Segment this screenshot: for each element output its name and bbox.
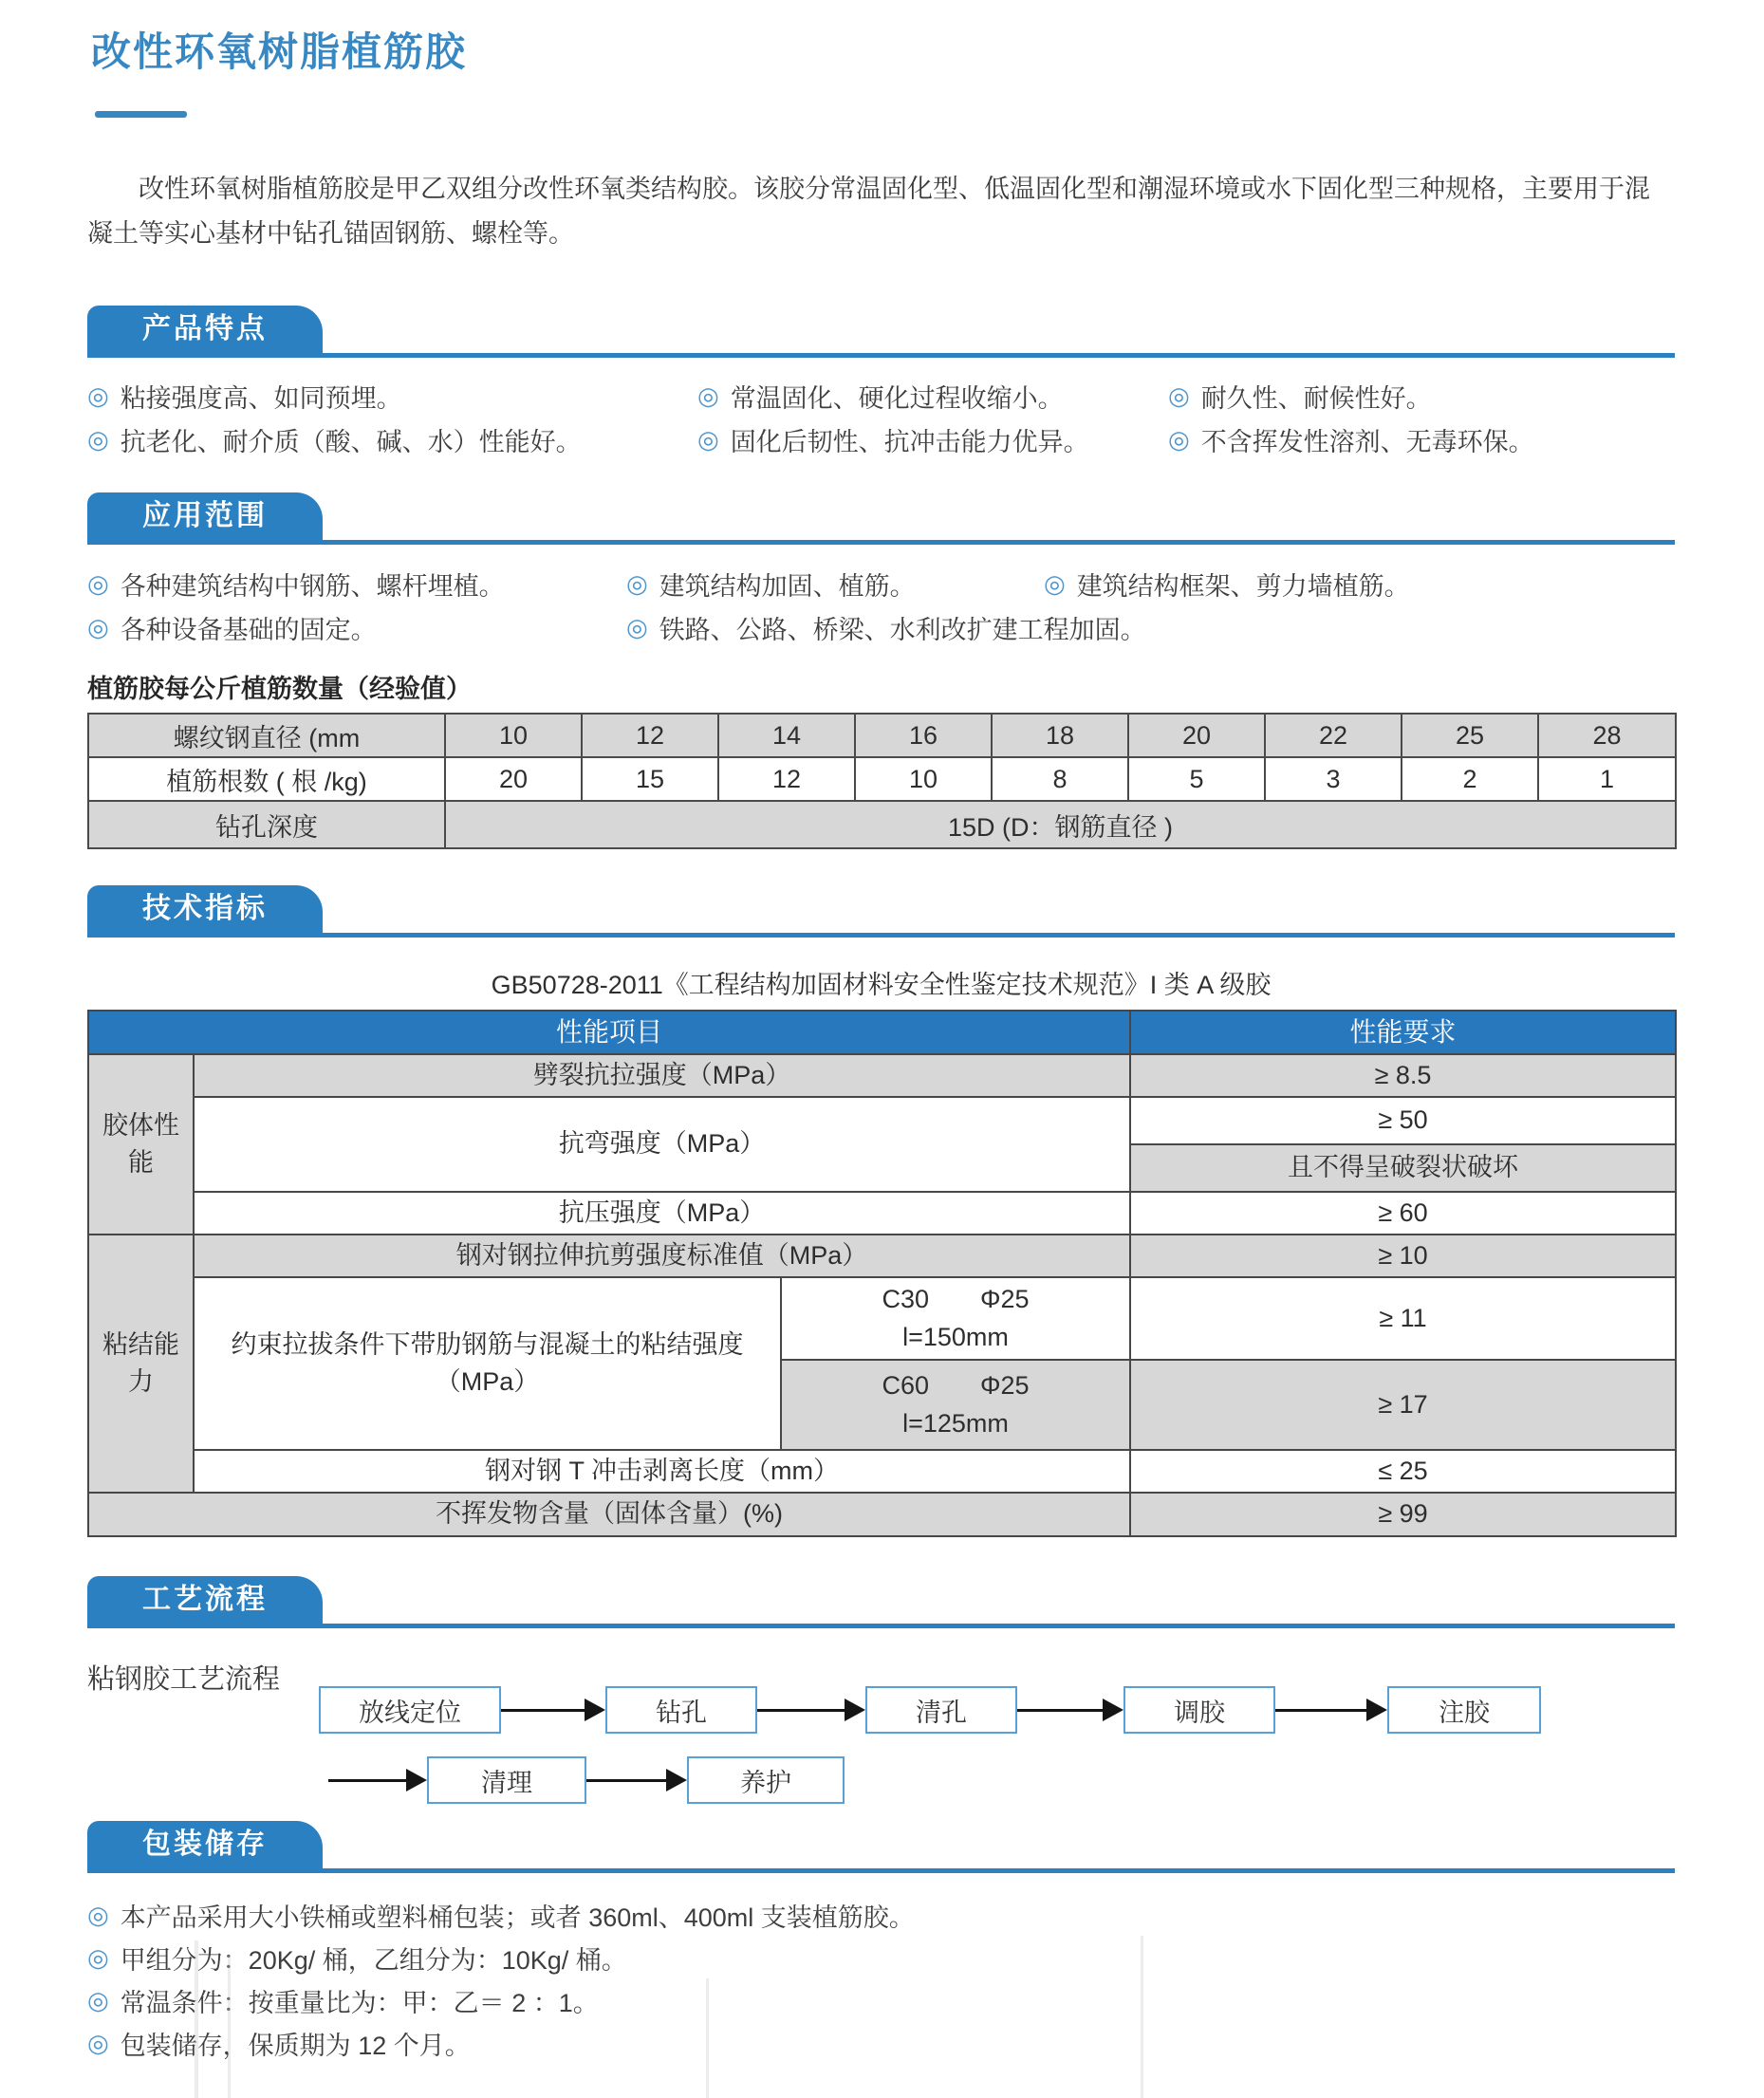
intro-paragraph: 改性环氧树脂植筋胶是甲乙双组分改性环氧类结构胶。该胶分常温固化型、低温固化型和潮湿环境或水下固化型三种规格，主要用于混凝土等实心基材中钻孔锚固钢筋、螺栓等。 bbox=[87, 175, 1650, 248]
double-circle-icon: ◎ bbox=[87, 613, 109, 641]
list-item bbox=[697, 380, 1168, 412]
condition-line: C30 Φ25 bbox=[882, 1285, 1030, 1314]
table-cell: 5 bbox=[1128, 757, 1265, 801]
packaging-list bbox=[87, 1899, 1675, 2059]
arrow-right-icon bbox=[328, 1769, 427, 1792]
table-cell: 20 bbox=[445, 757, 582, 801]
list-item-text: 常温固化、硬化过程收缩小。 bbox=[730, 383, 1064, 413]
flow-step: 清理 bbox=[427, 1756, 586, 1804]
list-item bbox=[626, 567, 1044, 600]
section-header-features bbox=[87, 306, 1675, 358]
group-label: 粘结能力 bbox=[88, 1235, 194, 1493]
table-cell: ≤ 25 bbox=[1130, 1450, 1676, 1493]
section-badge-applications: 应用范围 bbox=[87, 492, 323, 540]
table-cell: ≥ 17 bbox=[1130, 1360, 1676, 1450]
table-header-row bbox=[88, 1011, 1676, 1054]
features-list bbox=[87, 380, 1675, 455]
list-item-text: 甲组分为：20Kg/ 桶，乙组分为：10Kg/ 桶。 bbox=[120, 1945, 627, 1975]
page-title: 改性环氧树脂植筋胶 bbox=[91, 29, 468, 74]
list-item-text: 各种设备基础的固定。 bbox=[120, 615, 377, 644]
section-rule bbox=[87, 1624, 1675, 1628]
section-badge-packaging: 包装储存 bbox=[87, 1821, 323, 1868]
table-cell: ≥ 50 bbox=[1130, 1097, 1676, 1144]
double-circle-icon: ◎ bbox=[1044, 569, 1066, 598]
section-badge-features: 产品特点 bbox=[87, 306, 323, 353]
column-header: 性能要求 bbox=[1130, 1011, 1676, 1054]
double-circle-icon: ◎ bbox=[87, 425, 109, 454]
table-cell: ≥ 60 bbox=[1130, 1192, 1676, 1235]
list-item bbox=[626, 611, 1675, 643]
table-cell: 14 bbox=[718, 714, 855, 757]
list-item-text: 耐久性、耐候性好。 bbox=[1200, 383, 1432, 413]
table-cell bbox=[781, 1277, 1130, 1360]
table-cell: 2 bbox=[1402, 757, 1538, 801]
arrow-right-icon bbox=[1017, 1699, 1123, 1721]
title-underline bbox=[95, 111, 187, 118]
table-cell: 10 bbox=[445, 714, 582, 757]
section-badge-tech: 技术指标 bbox=[87, 885, 323, 933]
table-cell: ≥ 11 bbox=[1130, 1277, 1676, 1360]
table-row bbox=[88, 1277, 1676, 1360]
section-badge-process: 工艺流程 bbox=[87, 1576, 323, 1624]
dosage-table bbox=[87, 713, 1677, 849]
list-item bbox=[87, 380, 697, 412]
arrow-right-icon bbox=[586, 1769, 687, 1792]
list-item-text: 建筑结构加固、植筋。 bbox=[659, 571, 916, 601]
section-header-tech bbox=[87, 885, 1675, 938]
list-item-text: 包装储存，保质期为 12 个月。 bbox=[120, 2031, 471, 2060]
table-cell: 不挥发物含量（固体含量）(%) bbox=[88, 1493, 1130, 1536]
table-cell: 10 bbox=[855, 757, 992, 801]
table-cell: ≥ 99 bbox=[1130, 1493, 1676, 1536]
table-cell: 15 bbox=[582, 757, 718, 801]
table-cell: 抗弯强度（MPa） bbox=[194, 1097, 1130, 1192]
table-cell: 20 bbox=[1128, 714, 1265, 757]
table-cell: 16 bbox=[855, 714, 992, 757]
arrow-right-icon bbox=[501, 1699, 605, 1721]
double-circle-icon: ◎ bbox=[87, 1986, 109, 2014]
list-item bbox=[1044, 567, 1675, 600]
table-cell: 劈裂抗拉强度（MPa） bbox=[194, 1054, 1130, 1097]
table-cell: 18 bbox=[992, 714, 1128, 757]
table-cell: 12 bbox=[582, 714, 718, 757]
table-cell: 28 bbox=[1538, 714, 1676, 757]
list-item bbox=[87, 423, 697, 455]
double-circle-icon: ◎ bbox=[697, 381, 719, 410]
watermark-line bbox=[1141, 1936, 1143, 2098]
list-item-text: 抗老化、耐介质（酸、碱、水）性能好。 bbox=[120, 427, 582, 456]
table-row bbox=[88, 1097, 1676, 1144]
table-row bbox=[88, 714, 1676, 757]
flow-step: 注胶 bbox=[1387, 1686, 1541, 1734]
section-rule bbox=[87, 353, 1675, 358]
table-cell: 25 bbox=[1402, 714, 1538, 757]
double-circle-icon: ◎ bbox=[87, 1901, 109, 1929]
table-row bbox=[88, 757, 1676, 801]
list-item-text: 铁路、公路、桥梁、水利改扩建工程加固。 bbox=[659, 615, 1146, 644]
column-header: 性能项目 bbox=[88, 1011, 1130, 1054]
section-rule bbox=[87, 540, 1675, 545]
list-item-text: 固化后韧性、抗冲击能力优异。 bbox=[730, 427, 1089, 456]
flow-step: 钻孔 bbox=[605, 1686, 757, 1734]
arrow-right-icon bbox=[1275, 1699, 1387, 1721]
table-row bbox=[88, 1493, 1676, 1536]
list-item-text: 常温条件：按重量比为：甲：乙＝ 2 ：1。 bbox=[120, 1988, 599, 2017]
list-item bbox=[87, 567, 626, 600]
double-circle-icon: ◎ bbox=[697, 425, 719, 454]
table-cell: 约束拉拔条件下带肋钢筋与混凝土的粘结强度（MPa） bbox=[194, 1277, 781, 1450]
group-label: 胶体性能 bbox=[88, 1054, 194, 1235]
list-item bbox=[87, 611, 626, 643]
flow-step: 放线定位 bbox=[319, 1686, 501, 1734]
watermark-line bbox=[228, 1955, 231, 2098]
list-item bbox=[697, 423, 1168, 455]
table-cell: ≥ 8.5 bbox=[1130, 1054, 1676, 1097]
table-cell: 12 bbox=[718, 757, 855, 801]
flow-label: 粘钢胶工艺流程 bbox=[87, 1664, 281, 1695]
row-label: 植筋根数 ( 根 /kg) bbox=[88, 757, 445, 801]
list-item bbox=[87, 1984, 1675, 2016]
list-item bbox=[1168, 380, 1675, 412]
list-item-text: 不含挥发性溶剂、无毒环保。 bbox=[1200, 427, 1534, 456]
flow-step: 调胶 bbox=[1123, 1686, 1275, 1734]
table-cell: 抗压强度（MPa） bbox=[194, 1192, 1130, 1235]
list-item bbox=[87, 2027, 1675, 2059]
section-rule bbox=[87, 933, 1675, 938]
table-cell: 且不得呈破裂状破坏 bbox=[1130, 1144, 1676, 1192]
table-row bbox=[88, 1192, 1676, 1235]
table-row bbox=[88, 1450, 1676, 1493]
table-cell: 22 bbox=[1265, 714, 1402, 757]
table-row bbox=[88, 1235, 1676, 1277]
tech-table bbox=[87, 1010, 1677, 1537]
list-item-text: 粘接强度高、如同预埋。 bbox=[120, 383, 402, 413]
section-header-process bbox=[87, 1576, 1675, 1628]
flow-row-1 bbox=[319, 1686, 1541, 1734]
table-cell: 3 bbox=[1265, 757, 1402, 801]
table-cell: 钢对钢 T 冲击剥离长度（mm） bbox=[194, 1450, 1130, 1493]
list-item-text: 各种建筑结构中钢筋、螺杆埋植。 bbox=[120, 571, 505, 601]
double-circle-icon: ◎ bbox=[1168, 381, 1190, 410]
double-circle-icon: ◎ bbox=[87, 381, 109, 410]
double-circle-icon: ◎ bbox=[87, 569, 109, 598]
table-row bbox=[88, 801, 1676, 848]
table-cell: 钢对钢拉伸抗剪强度标准值（MPa） bbox=[194, 1235, 1130, 1277]
condition-line: C60 Φ25 bbox=[882, 1371, 1030, 1401]
list-item bbox=[87, 1941, 1675, 1974]
double-circle-icon: ◎ bbox=[626, 613, 648, 641]
condition-line: l=150mm bbox=[902, 1322, 1009, 1351]
double-circle-icon: ◎ bbox=[626, 569, 648, 598]
table-cell: 15D (D：钢筋直径 ) bbox=[445, 801, 1676, 848]
row-label: 螺纹钢直径 (mm bbox=[88, 714, 445, 757]
table-cell: 1 bbox=[1538, 757, 1676, 801]
table-cell: ≥ 10 bbox=[1130, 1235, 1676, 1277]
list-item bbox=[87, 1899, 1675, 1931]
standard-reference: GB50728-2011《工程结构加固材料安全性鉴定技术规范》I 类 A 级胶 bbox=[491, 971, 1272, 999]
double-circle-icon: ◎ bbox=[1168, 425, 1190, 454]
section-rule bbox=[87, 1868, 1675, 1873]
flow-row-2 bbox=[328, 1756, 845, 1804]
list-item-text: 本产品采用大小铁桶或塑料桶包装；或者 360ml、400ml 支装植筋胶。 bbox=[120, 1903, 915, 1932]
table-cell bbox=[781, 1360, 1130, 1450]
table-row bbox=[88, 1054, 1676, 1097]
row-label: 钻孔深度 bbox=[88, 801, 445, 848]
applications-list bbox=[87, 567, 1675, 643]
condition-line: l=125mm bbox=[902, 1408, 1009, 1438]
list-item-text: 建筑结构框架、剪力墙植筋。 bbox=[1076, 571, 1410, 601]
arrow-right-icon bbox=[757, 1699, 865, 1721]
double-circle-icon: ◎ bbox=[87, 1943, 109, 1972]
double-circle-icon: ◎ bbox=[87, 2029, 109, 2057]
table-cell: 8 bbox=[992, 757, 1128, 801]
watermark-line bbox=[706, 1978, 709, 2098]
flow-step: 养护 bbox=[687, 1756, 845, 1804]
section-header-applications bbox=[87, 492, 1675, 545]
watermark-line bbox=[195, 1940, 198, 2098]
flow-step: 清孔 bbox=[865, 1686, 1017, 1734]
section-header-packaging bbox=[87, 1821, 1675, 1873]
list-item bbox=[1168, 423, 1675, 455]
dosage-table-title: 植筋胶每公斤植筋数量（经验值） bbox=[87, 675, 472, 703]
